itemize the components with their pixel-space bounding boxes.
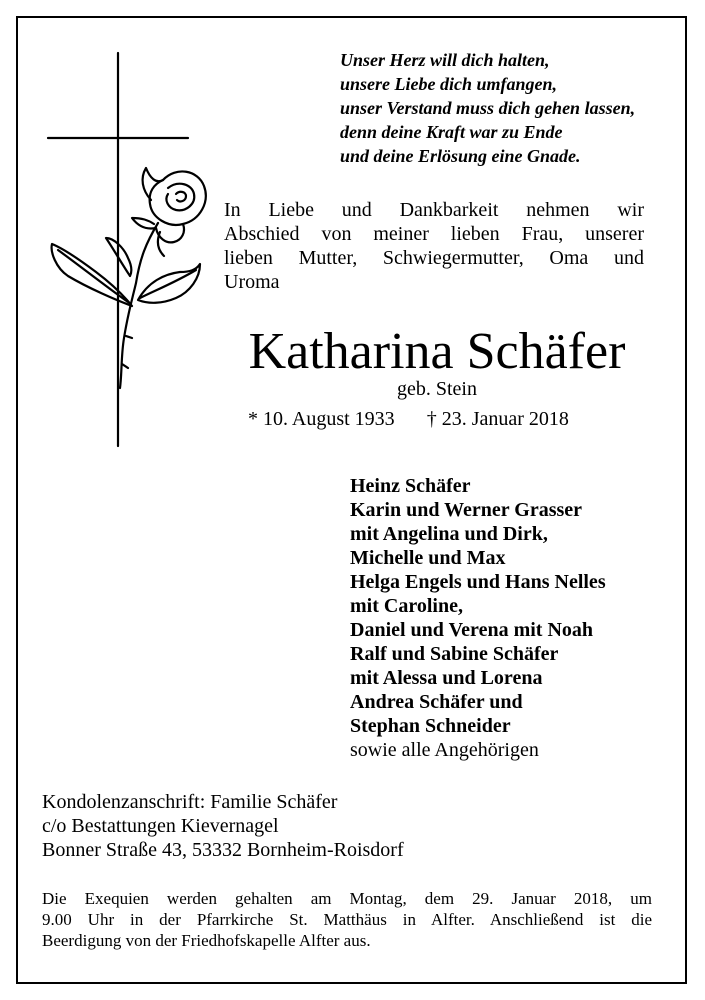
family-member: Daniel und Verena mit Noah xyxy=(350,619,594,641)
poem-line: und deine Erlösung eine Gnade. xyxy=(340,146,581,166)
address-line: Kondolenzanschrift: Familie Schäfer xyxy=(42,791,338,813)
service-line: 9.00 Uhr in der Pfarrkirche St. Matthäus in Alfter. Anschließend ist die xyxy=(42,910,652,929)
birth-date: * 10. August 1933 xyxy=(248,408,395,430)
family-closing: sowie alle Angehörigen xyxy=(350,739,539,761)
family-member: mit Alessa und Lorena xyxy=(350,667,543,689)
intro-line: In Liebe und Dankbarkeit nehmen wir xyxy=(224,199,644,221)
death-date: † 23. Januar 2018 xyxy=(426,408,569,430)
address-line: c/o Bestattungen Kievernagel xyxy=(42,815,279,837)
poem-line: unsere Liebe dich umfangen, xyxy=(340,74,558,94)
family-member: Ralf und Sabine Schäfer xyxy=(350,643,559,665)
service-line: Beerdigung von der Friedhofskapelle Alfter aus. xyxy=(42,931,371,950)
intro-line: lieben Mutter, Schwiegermutter, Oma und xyxy=(224,247,644,269)
deceased-name: Katharina Schäfer xyxy=(248,323,626,380)
family-member: Karin und Werner Grasser xyxy=(350,499,583,521)
rose-bloom xyxy=(150,171,206,224)
poem-line: unser Verstand muss dich gehen lassen, xyxy=(340,98,636,118)
family-member: mit Angelina und Dirk, xyxy=(350,523,548,545)
intro-line: Abschied von meiner lieben Frau, unserer xyxy=(224,223,644,245)
intro-text xyxy=(224,198,644,294)
poem-line: Unser Herz will dich halten, xyxy=(340,50,550,70)
cross-with-rose-illustration xyxy=(28,38,208,448)
poem-line: denn deine Kraft war zu Ende xyxy=(340,122,563,142)
service-info xyxy=(42,888,652,951)
family-member: Helga Engels und Hans Nelles xyxy=(350,571,606,593)
poem-verse xyxy=(340,48,660,168)
address-line: Bonner Straße 43, 53332 Bornheim-Roisdorf xyxy=(42,839,404,861)
rose-stem xyxy=(120,223,158,388)
family-member: Stephan Schneider xyxy=(350,715,511,737)
life-dates xyxy=(248,408,648,431)
family-member: Heinz Schäfer xyxy=(350,475,471,497)
family-member: Michelle und Max xyxy=(350,547,506,569)
family-member: mit Caroline, xyxy=(350,595,463,617)
service-line: Die Exequien werden gehalten am Montag, dem 29. Januar 2018, um xyxy=(42,889,652,908)
maiden-name: geb. Stein xyxy=(397,378,477,400)
condolence-address xyxy=(42,790,642,862)
family-list xyxy=(350,474,670,762)
intro-line: Uroma xyxy=(224,271,280,293)
family-member: Andrea Schäfer und xyxy=(350,691,523,713)
